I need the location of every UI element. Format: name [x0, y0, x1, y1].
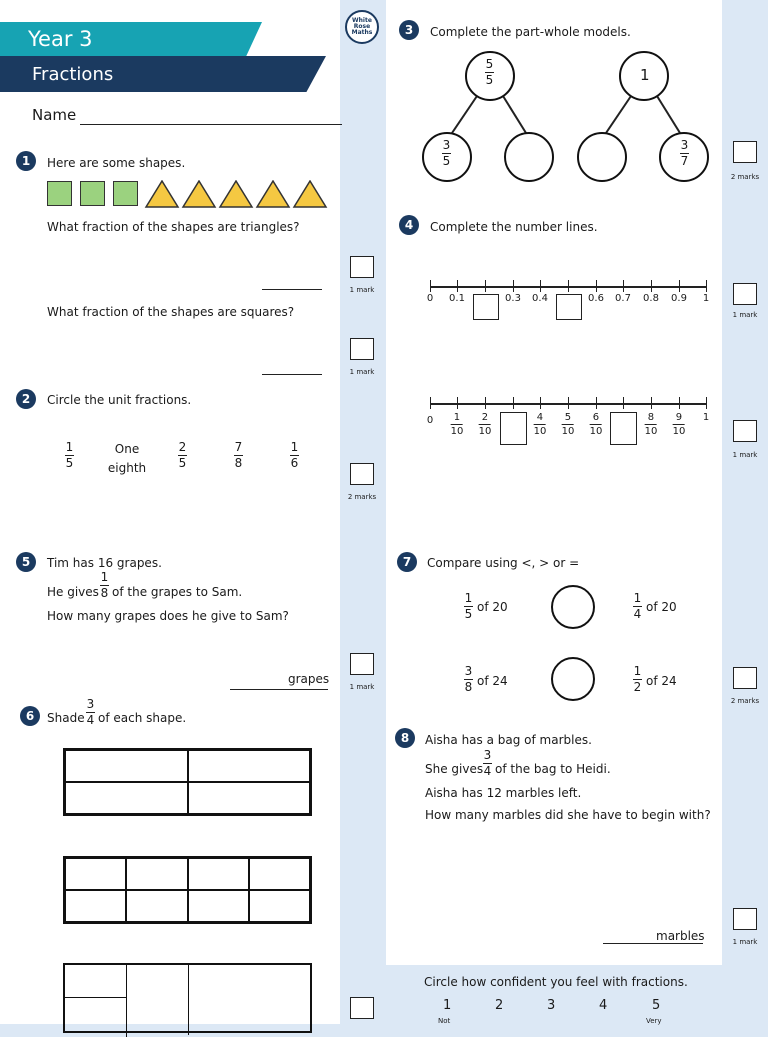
q5-line1: Tim has 16 grapes. — [47, 556, 162, 570]
q7-r1l-num: 1 — [464, 591, 473, 605]
q7-r2-right-of: of 24 — [646, 674, 677, 688]
q2-word-top: One — [114, 442, 140, 456]
q2-fraction-3[interactable] — [234, 441, 243, 470]
q4-prompt: Complete the number lines. — [430, 220, 598, 234]
q3-m1-part-value — [442, 139, 451, 168]
q2-f2-num: 2 — [178, 440, 187, 454]
q5-unit: grapes — [288, 672, 330, 686]
q6-mark-box[interactable] — [350, 997, 374, 1019]
q4-l2-tick — [651, 397, 652, 409]
q4-l1-tick — [679, 280, 680, 292]
q5-line2-start: He gives — [47, 585, 99, 599]
q7-r2r-num: 1 — [633, 664, 642, 678]
q4-l1-label: 0.4 — [532, 293, 548, 304]
q4-l2-frac-label — [590, 412, 603, 437]
logo-line3: Maths — [351, 29, 373, 37]
q4-l1-answer-box[interactable] — [556, 294, 582, 320]
q2-fraction-1[interactable] — [65, 441, 74, 470]
q6-s2-cell[interactable] — [188, 858, 249, 890]
confidence-level-3[interactable]: 3 — [547, 998, 556, 1013]
confidence-level-1[interactable]: 1 — [443, 998, 452, 1013]
q4-l1-label: 0 — [426, 293, 434, 304]
yellow-triangle-3 — [220, 181, 252, 207]
q4-l2-tick — [457, 397, 458, 409]
q7-r1-right-of: of 20 — [646, 600, 677, 614]
q6-shape-1[interactable] — [63, 748, 312, 816]
q6-s1-cell[interactable] — [188, 750, 311, 782]
q8-line3: Aisha has 12 marbles left. — [425, 786, 582, 800]
q1a-question: What fraction of the shapes are triangles? — [47, 220, 300, 234]
q4-l1-mark-label: 1 mark — [732, 311, 758, 319]
green-square-1 — [47, 181, 72, 206]
logo-line2: Rose — [353, 22, 371, 30]
q2-f4-num: 1 — [290, 440, 299, 454]
q4-l2-frac-den: 10 — [589, 426, 603, 437]
q2-fraction-2[interactable] — [178, 441, 187, 470]
q4-l2-tick — [540, 397, 541, 409]
q8-fraction — [483, 749, 492, 778]
q7-r2-right-fraction — [633, 665, 642, 694]
q6-s2-cell[interactable] — [126, 890, 187, 922]
q4-l2-frac-num: 5 — [564, 412, 572, 423]
q7-mark-box[interactable] — [733, 667, 757, 689]
q4-l1-tick — [651, 280, 652, 292]
q8-line1: Aisha has a bag of marbles. — [425, 733, 592, 747]
q3-m1-part-num: 3 — [442, 138, 451, 152]
q2-word-bottom: eighth — [107, 461, 147, 476]
q6-fraction — [86, 698, 95, 727]
question-6-number: 6 — [20, 706, 40, 726]
q4-l1-tick — [540, 280, 541, 292]
q4-l2-frac-num: 1 — [453, 412, 461, 423]
q4-l1-tick — [430, 280, 431, 292]
q6-s1-cell[interactable] — [65, 750, 188, 782]
q7-r2l-num: 3 — [464, 664, 473, 678]
q1b-answer-line[interactable] — [262, 374, 322, 375]
q7-r1-left-of: of 20 — [477, 600, 508, 614]
q5-answer-line[interactable] — [230, 689, 328, 690]
q5-frac-num: 1 — [100, 570, 109, 584]
q4-l2-answer-box[interactable] — [610, 412, 637, 445]
q4-l2-frac-label — [562, 412, 575, 437]
q4-l2-tick — [513, 397, 514, 409]
q6-s3-cell[interactable] — [65, 965, 127, 998]
q4-l1-mark-box[interactable] — [733, 283, 757, 305]
q3-m1-whole-den: 5 — [485, 73, 494, 88]
q3-m2-missing-part[interactable] — [577, 132, 627, 182]
q6-frac-den: 4 — [86, 713, 95, 728]
name-label: Name — [32, 106, 77, 124]
q4-l1-tick — [568, 280, 569, 292]
q1b-mark-label: 1 mark — [349, 368, 375, 376]
q4-l1-label: 0.9 — [671, 293, 687, 304]
q6-s1-cell[interactable] — [188, 782, 311, 814]
q4-l1-tick — [623, 280, 624, 292]
q5-line3: How many grapes does he give to Sam? — [47, 609, 289, 623]
q1-prompt: Here are some shapes. — [47, 156, 186, 170]
q4-l2-tick — [485, 397, 486, 409]
q4-l1-label: 0.6 — [588, 293, 604, 304]
q4-l2-frac-label — [451, 412, 464, 437]
q4-l2-tick — [623, 397, 624, 409]
q6-post: of each shape. — [98, 711, 187, 725]
question-3-number: 3 — [399, 20, 419, 40]
q2-f3-num: 7 — [234, 440, 243, 454]
q3-m1-whole-value — [485, 58, 494, 87]
q4-l1-label: 0.3 — [505, 293, 521, 304]
q7-r2r-den: 2 — [633, 680, 642, 695]
q3-m2-part-value — [680, 139, 689, 168]
q4-l2-frac-den: 10 — [450, 426, 464, 437]
q4-l1-label: 0.7 — [615, 293, 631, 304]
name-field[interactable] — [80, 124, 342, 125]
q7-r1l-den: 5 — [464, 607, 473, 622]
q3-m2-part-den: 7 — [680, 154, 689, 169]
confidence-level-2[interactable]: 2 — [495, 998, 504, 1013]
q8-mark-box[interactable] — [733, 908, 757, 930]
q2-mark-box[interactable] — [350, 463, 374, 485]
q8-line2-start: She gives — [425, 762, 484, 776]
q2-word-fraction[interactable] — [105, 440, 149, 478]
q3-m1-line-right — [503, 96, 526, 133]
q6-s2-cell[interactable] — [249, 858, 310, 890]
q4-l1-tick — [706, 280, 707, 292]
q7-r1-left-fraction — [464, 592, 473, 621]
q3-m1-whole-num: 5 — [485, 57, 494, 71]
yellow-triangle-2 — [183, 181, 215, 207]
white-rose-logo — [345, 10, 379, 44]
green-square-2 — [80, 181, 105, 206]
q4-l2-frac-label — [479, 412, 492, 437]
q7-r2-left-of: of 24 — [477, 674, 508, 688]
q4-l2-frac-num: 2 — [481, 412, 489, 423]
q4-l2-tick — [679, 397, 680, 409]
confidence-high-label: Very — [646, 1017, 662, 1025]
q3-m1-missing-part[interactable] — [504, 132, 554, 182]
q4-l2-frac-den: 10 — [533, 426, 547, 437]
yellow-triangle-4 — [257, 181, 289, 207]
q4-l2-frac-num: 4 — [536, 412, 544, 423]
q4-l1-answer-box[interactable] — [473, 294, 499, 320]
q7-mark-label: 2 marks — [730, 697, 760, 705]
q7-r1-right-fraction — [633, 592, 642, 621]
q4-l2-tick — [596, 397, 597, 409]
q8-mark-label: 1 mark — [732, 938, 758, 946]
q1a-mark-label: 1 mark — [349, 286, 375, 294]
q6-shape-3[interactable] — [63, 963, 312, 1033]
logo-line1: White — [352, 16, 372, 24]
q4-l1-tick — [513, 280, 514, 292]
q7-r2l-den: 8 — [464, 680, 473, 695]
q3-m1-part-den: 5 — [442, 154, 451, 169]
q7-r1r-num: 1 — [633, 591, 642, 605]
q3-m2-line-right — [657, 96, 680, 133]
q2-mark-label: 2 marks — [347, 493, 377, 501]
q4-l2-frac-num: 6 — [592, 412, 600, 423]
q4-l2-frac-den: 10 — [644, 426, 658, 437]
q4-l2-frac-den: 10 — [672, 426, 686, 437]
year-title: Year 3 — [28, 27, 93, 51]
q8-line4: How many marbles did she have to begin with? — [425, 808, 711, 822]
q4-l1-label: 1 — [702, 293, 710, 304]
question-2-number: 2 — [16, 389, 36, 409]
q6-s2-cell[interactable] — [249, 890, 310, 922]
q2-f1-num: 1 — [65, 440, 74, 454]
q5-mark-label: 1 mark — [349, 683, 375, 691]
q4-l1-tick — [596, 280, 597, 292]
q7-r1-answer-circle[interactable] — [551, 585, 595, 629]
yellow-triangles — [144, 180, 334, 208]
q4-l2-tick — [430, 397, 431, 409]
q4-l2-start-label: 0 — [426, 415, 434, 426]
q5-mark-box[interactable] — [350, 653, 374, 675]
q1a-mark-box[interactable] — [350, 256, 374, 278]
q4-l2-answer-box[interactable] — [500, 412, 527, 445]
q4-l1-tick — [457, 280, 458, 292]
q4-l2-tick — [568, 397, 569, 409]
q4-l2-tick — [706, 397, 707, 409]
q7-r2-left-fraction — [464, 665, 473, 694]
q7-r1r-den: 4 — [633, 607, 642, 622]
question-1-number: 1 — [16, 151, 36, 171]
q6-s2-cell[interactable] — [65, 890, 126, 922]
q4-l2-frac-label — [673, 412, 686, 437]
q4-l1-label: 0.1 — [449, 293, 465, 304]
q6-shape-2[interactable] — [63, 856, 312, 924]
q8-frac-den: 4 — [483, 764, 492, 779]
q2-f1-den: 5 — [65, 456, 74, 471]
q8-frac-num: 3 — [483, 748, 492, 762]
q4-l1-label: 0.8 — [643, 293, 659, 304]
q5-fraction — [100, 571, 109, 600]
q1a-answer-line[interactable] — [262, 289, 322, 290]
question-4-number: 4 — [399, 215, 419, 235]
q7-r2-answer-circle[interactable] — [551, 657, 595, 701]
q4-l2-frac-num: 9 — [675, 412, 683, 423]
q3-m2-whole-value: 1 — [640, 66, 650, 84]
q4-l2-frac-label — [534, 412, 547, 437]
q4-l2-mark-label: 1 mark — [732, 451, 758, 459]
q8-unit: marbles — [656, 929, 705, 943]
q5-line2-end: of the grapes to Sam. — [112, 585, 243, 599]
q3-m1-line-left — [452, 96, 477, 133]
confidence-level-5[interactable]: 5 — [652, 998, 661, 1013]
q1b-question: What fraction of the shapes are squares? — [47, 305, 295, 319]
q1b-mark-box[interactable] — [350, 338, 374, 360]
topic-title: Fractions — [32, 64, 114, 85]
q6-s3-cell[interactable] — [127, 965, 189, 1035]
q6-s2-cell[interactable] — [188, 890, 249, 922]
q3-m2-part-num: 3 — [680, 138, 689, 152]
q4-l2-frac-den: 10 — [561, 426, 575, 437]
q4-l2-end-label: 1 — [702, 412, 710, 423]
q2-prompt: Circle the unit fractions. — [47, 393, 192, 407]
confidence-level-4[interactable]: 4 — [599, 998, 608, 1013]
q3-prompt: Complete the part-whole models. — [430, 25, 631, 39]
q3-mark-box[interactable] — [733, 141, 757, 163]
q6-pre: Shade — [47, 711, 85, 725]
q2-f4-den: 6 — [290, 456, 299, 471]
question-7-number: 7 — [397, 552, 417, 572]
confidence-low-label: Not — [438, 1017, 451, 1025]
q6-frac-num: 3 — [86, 697, 95, 711]
q2-f3-den: 8 — [234, 456, 243, 471]
question-8-number: 8 — [395, 728, 415, 748]
q3-m2-line-left — [606, 96, 631, 133]
q4-l2-frac-label — [645, 412, 658, 437]
q6-s1-cell[interactable] — [65, 782, 188, 814]
q4-l2-mark-box[interactable] — [733, 420, 757, 442]
q8-answer-line[interactable] — [603, 943, 703, 944]
q6-s3-cell[interactable] — [65, 997, 127, 1037]
confidence-prompt: Circle how confident you feel with fractions. — [424, 975, 688, 989]
question-5-number: 5 — [16, 552, 36, 572]
q4-l2-frac-num: 8 — [647, 412, 655, 423]
yellow-triangle-1 — [146, 181, 178, 207]
yellow-triangle-5 — [294, 181, 326, 207]
q6-s2-cell[interactable] — [126, 858, 187, 890]
q8-line2-end: of the bag to Heidi. — [495, 762, 611, 776]
q4-l2-frac-den: 10 — [478, 426, 492, 437]
q1-shapes — [47, 180, 337, 208]
q4-l1-tick — [485, 280, 486, 292]
q3-mark-label: 2 marks — [730, 173, 760, 181]
q5-frac-den: 8 — [100, 586, 109, 601]
q2-fraction-4[interactable] — [290, 441, 299, 470]
q7-prompt: Compare using <, > or = — [427, 556, 580, 570]
green-square-3 — [113, 181, 138, 206]
q6-s2-cell[interactable] — [65, 858, 126, 890]
q2-f2-den: 5 — [178, 456, 187, 471]
